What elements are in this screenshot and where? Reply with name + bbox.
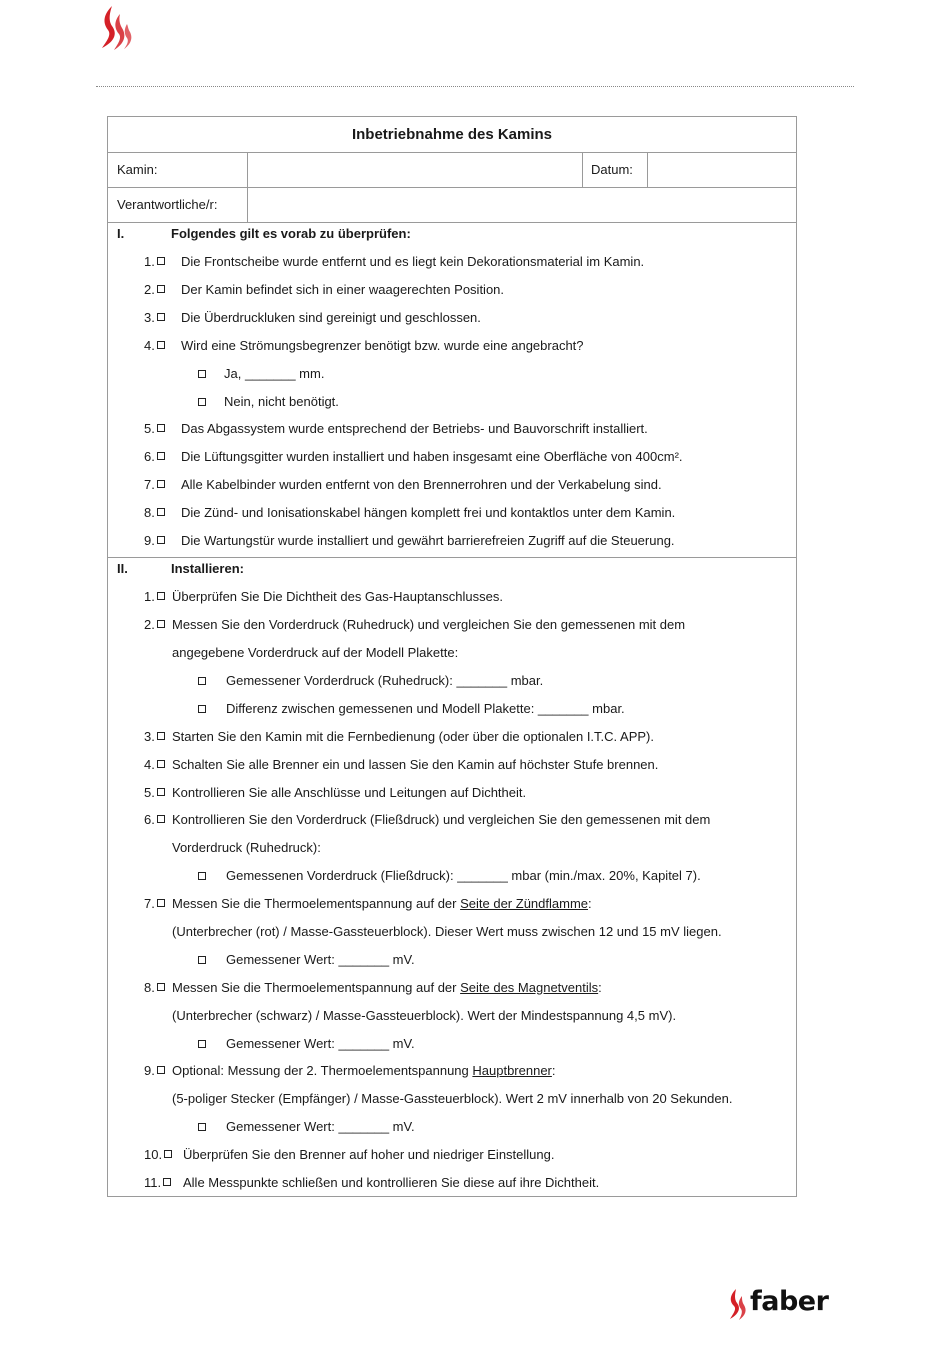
checkbox[interactable] (157, 1066, 165, 1074)
checklist-number: 1. (144, 254, 165, 270)
checklist-number: 11. (144, 1175, 171, 1191)
checklist-number: 7. (144, 477, 165, 493)
checklist-number: 8. (144, 980, 165, 996)
checkbox[interactable] (198, 370, 206, 378)
checklist-number: 6. (144, 449, 165, 465)
checklist-number: 5. (144, 421, 165, 437)
checklist-item-text: Starten Sie den Kamin mit die Fernbedienung (oder über die optionalen I.T.C. APP). (172, 729, 655, 744)
sub-option-text: Gemessener Wert: _______ mV. (226, 952, 415, 967)
header-divider (96, 86, 854, 87)
checklist-item-text: Messen Sie die Thermoelementspannung auf der Seite der Zündflamme: (172, 896, 592, 911)
checklist-item-text: Kontrollieren Sie den Vorderdruck (Fließdruck) und vergleichen Sie den gemessenen mit dem (172, 812, 711, 827)
checklist-item-text: (Unterbrecher (schwarz) / Masse-Gassteuerblock). Wert der Mindestspannung 4,5 mV). (172, 1008, 677, 1023)
checklist-number: 1. (144, 589, 165, 605)
checkbox[interactable] (198, 398, 206, 406)
checklist-number: 2. (144, 282, 165, 298)
checklist-item-text: (Unterbrecher (rot) / Masse-Gassteuerblock). Dieser Wert muss zwischen 12 und 15 mV liegen. (172, 924, 722, 939)
checklist-item-text: Alle Kabelbinder wurden entfernt von den Brennerrohren und der Verkabelung sind. (181, 477, 662, 492)
sub-option-text: Gemessener Wert: _______ mV. (226, 1119, 415, 1134)
checklist-item-text: (5-poliger Stecker (Empfänger) / Masse-Gassteuerblock). Wert 2 mV innerhalb von 20 Sekunden. (172, 1091, 733, 1106)
datum-field[interactable] (648, 152, 797, 187)
checkbox[interactable] (157, 983, 165, 991)
section1-heading: Folgendes gilt es vorab zu überprüfen: (171, 226, 411, 241)
checkbox[interactable] (157, 313, 165, 321)
checklist-item-text: Überprüfen Sie den Brenner auf hoher und niedriger Einstellung. (183, 1147, 555, 1162)
checklist-item-text: Der Kamin befindet sich in einer waagerechten Position. (181, 282, 505, 297)
checklist-number: 8. (144, 505, 165, 521)
checklist-item-text: Überprüfen Sie Die Dichtheit des Gas-Hauptanschlusses. (172, 589, 503, 604)
checklist-item-text: Alle Messpunkte schließen und kontrollieren Sie diese auf ihre Dichtheit. (183, 1175, 600, 1190)
section1-numeral: I. (117, 226, 125, 241)
checklist-number: 2. (144, 617, 165, 633)
checklist-number: 3. (144, 310, 165, 326)
checklist-number: 9. (144, 533, 165, 549)
verantwortlich-label: Verantwortliche/r: (117, 197, 218, 212)
checklist-number: 7. (144, 896, 165, 912)
faber-flame-icon (726, 1288, 748, 1322)
sub-option-text: Nein, nicht benötigt. (224, 394, 339, 409)
checkbox[interactable] (157, 620, 165, 628)
checklist-item-text: Messen Sie die Thermoelementspannung auf der Seite des Magnetventils: (172, 980, 602, 995)
section-divider (108, 557, 796, 558)
checklist-item-text: Kontrollieren Sie alle Anschlüsse und Leitungen auf Dichtheit. (172, 785, 527, 800)
checkbox[interactable] (198, 872, 206, 880)
checkbox[interactable] (198, 705, 206, 713)
checklist-item-text: Vorderdruck (Ruhedruck): (172, 840, 321, 855)
sub-option-text: Differenz zwischen gemessenen und Modell Plakette: _______ mbar. (226, 701, 625, 716)
section2-numeral: II. (117, 561, 128, 576)
section2-heading: Installieren: (171, 561, 244, 576)
checklist-item-text: Die Frontscheibe wurde entfernt und es liegt kein Dekorationsmaterial im Kamin. (181, 254, 645, 269)
checkbox[interactable] (164, 1150, 172, 1158)
form-title: Inbetriebnahme des Kamins (108, 117, 796, 153)
checkbox[interactable] (157, 592, 165, 600)
checklist-item-text: Wird eine Strömungsbegrenzer benötigt bzw. wurde eine angebracht? (181, 338, 584, 353)
kamin-field[interactable] (248, 152, 582, 187)
sub-option-text: Gemessenen Vorderdruck (Fließdruck): _______ mbar (min./max. 20%, Kapitel 7). (226, 868, 701, 883)
checklist-item-text: Optional: Messung der 2. Thermoelementspannung Hauptbrenner: (172, 1063, 556, 1078)
sub-option-text: Gemessener Vorderdruck (Ruhedruck): _______ mbar. (226, 673, 544, 688)
checklist-number: 6. (144, 812, 165, 828)
checkbox[interactable] (157, 424, 165, 432)
checkbox[interactable] (157, 508, 165, 516)
checkbox[interactable] (157, 788, 165, 796)
kamin-label: Kamin: (117, 162, 158, 177)
checkbox[interactable] (157, 480, 165, 488)
checkbox[interactable] (198, 677, 206, 685)
checkbox[interactable] (157, 285, 165, 293)
checkbox[interactable] (157, 815, 165, 823)
checklist-item-text: Messen Sie den Vorderdruck (Ruhedruck) und vergleichen Sie den gemessenen mit dem (172, 617, 686, 632)
checklist-number: 4. (144, 338, 165, 354)
datum-label: Datum: (591, 162, 633, 177)
checklist-item-text: Die Lüftungsgitter wurden installiert und haben insgesamt eine Oberfläche von 400cm². (181, 449, 683, 464)
checklist-item-text: Das Abgassystem wurde entsprechend der Betriebs- und Bauvorschrift installiert. (181, 421, 648, 436)
checklist-item-text: angegebene Vorderdruck auf der Modell Plakette: (172, 645, 459, 660)
checklist-number: 10. (144, 1147, 172, 1163)
checklist-number: 9. (144, 1063, 165, 1079)
checklist-item-text: Die Zünd- und Ionisationskabel hängen komplett frei und kontaktlos unter dem Kamin. (181, 505, 676, 520)
faber-logo (726, 1288, 836, 1322)
checkbox[interactable] (163, 1178, 171, 1186)
checklist-item-text: Die Überdruckluken sind gereinigt und geschlossen. (181, 310, 481, 325)
checklist-number: 3. (144, 729, 165, 745)
sub-option-text: Ja, _______ mm. (224, 366, 325, 381)
checklist-number: 5. (144, 785, 165, 801)
flame-icon (94, 4, 134, 54)
checkbox[interactable] (157, 732, 165, 740)
checkbox[interactable] (157, 760, 165, 768)
checkbox[interactable] (157, 341, 165, 349)
checkbox[interactable] (157, 899, 165, 907)
header-row-verantwortlich (108, 187, 796, 223)
verantwortlich-field[interactable] (248, 187, 797, 222)
checkbox[interactable] (198, 1040, 206, 1048)
checkbox[interactable] (157, 452, 165, 460)
checkbox[interactable] (198, 1123, 206, 1131)
checklist-number: 4. (144, 757, 165, 773)
commissioning-form (107, 116, 797, 1197)
checkbox[interactable] (157, 257, 165, 265)
checkbox[interactable] (157, 536, 165, 544)
checkbox[interactable] (198, 956, 206, 964)
sub-option-text: Gemessener Wert: _______ mV. (226, 1036, 415, 1051)
checklist-item-text: Schalten Sie alle Brenner ein und lassen Sie den Kamin auf höchster Stufe brennen. (172, 757, 659, 772)
header-row-kamin (108, 152, 796, 188)
checklist-item-text: Die Wartungstür wurde installiert und gewährt barrierefreien Zugriff auf die Steuerung. (181, 533, 675, 548)
brand-name: faber (750, 1286, 829, 1317)
